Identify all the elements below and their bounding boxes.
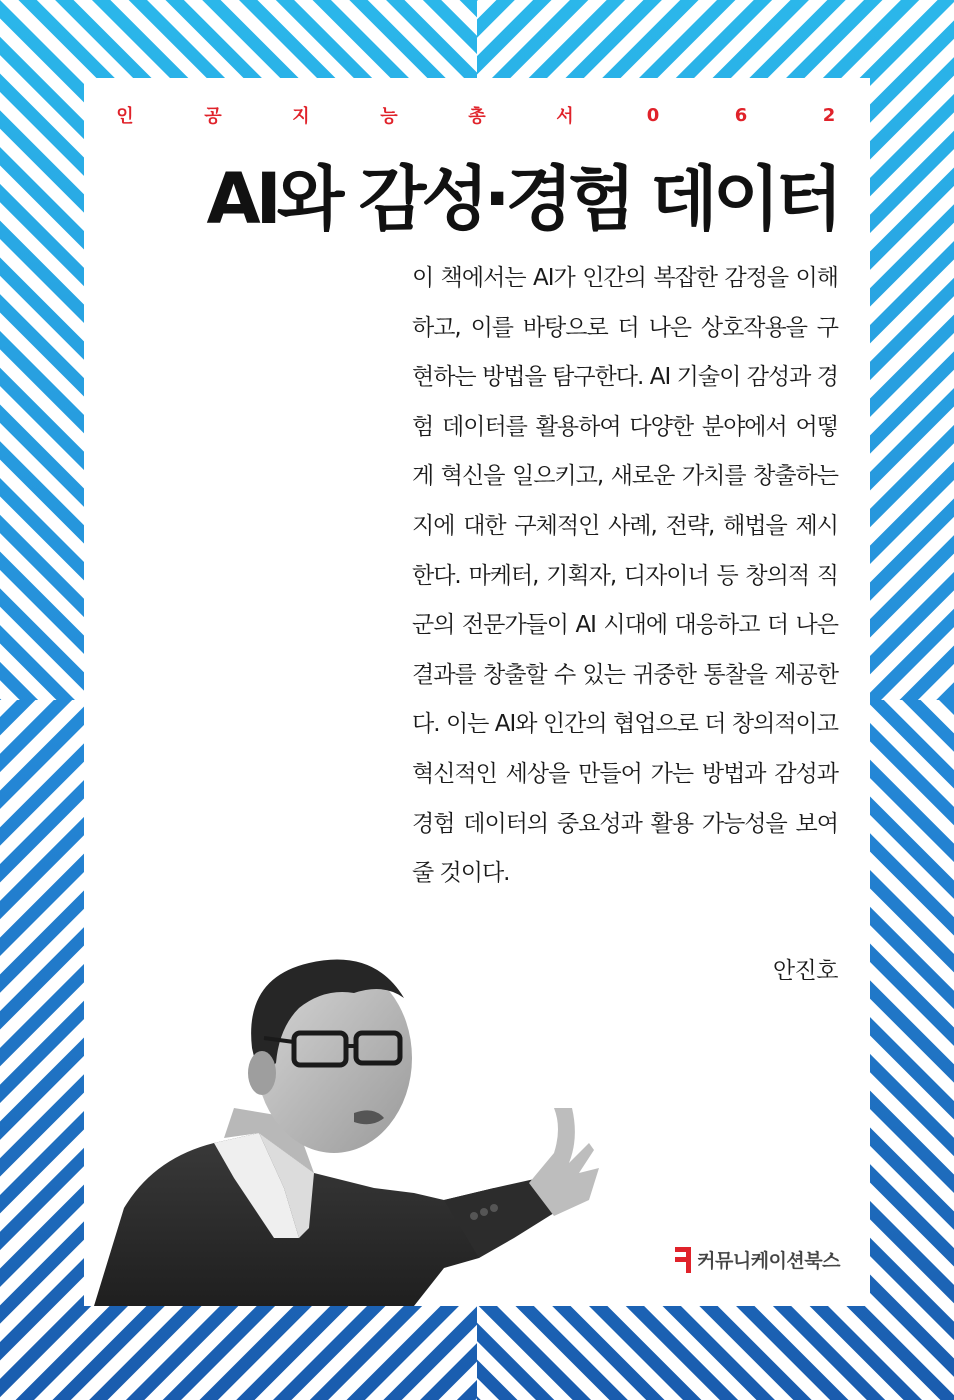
series-label — [116, 102, 838, 128]
series-char: 능 — [380, 106, 398, 127]
cover-panel — [84, 78, 870, 1306]
book-description — [412, 254, 838, 899]
publisher-name: 커뮤니케이션북스 — [697, 1250, 840, 1272]
description-line: 지에 대한 구체적인 사례, 전략, 해법을 제시 — [412, 512, 838, 539]
publisher-logo-icon — [675, 1247, 691, 1273]
publisher-brand — [675, 1246, 840, 1273]
series-char: 6 — [734, 104, 748, 126]
description-line: 게 혁신을 일으키고, 새로운 가치를 창출하는 — [412, 463, 838, 490]
description-line: 군의 전문가들이 AI 시대에 대응하고 더 나은 — [412, 612, 838, 639]
author-photo — [84, 938, 604, 1306]
description-line: 현하는 방법을 탐구한다. AI 기술이 감성과 경 — [412, 364, 838, 391]
series-char: 인 — [116, 106, 134, 127]
series-char: 총 — [468, 106, 486, 127]
series-char: 지 — [292, 106, 310, 127]
description-line: 한다. 마케터, 기획자, 디자이너 등 창의적 직 — [412, 562, 838, 589]
description-line: 하고, 이를 바탕으로 더 나은 상호작용을 구 — [412, 314, 838, 341]
series-char: 서 — [556, 106, 574, 127]
description-line: 혁신적인 세상을 만들어 가는 방법과 감성과 — [412, 760, 838, 787]
description-line: 험 데이터를 활용하여 다양한 분야에서 어떻 — [412, 413, 838, 440]
series-char: 0 — [646, 104, 660, 126]
description-line: 이 책에서는 AI가 인간의 복잡한 감정을 이해 — [412, 265, 838, 291]
author-name: 안진호 — [772, 958, 838, 984]
description-line: 다. 이는 AI와 인간의 협업으로 더 창의적이고 — [412, 711, 838, 738]
series-char: 2 — [822, 104, 836, 126]
description-line: 결과를 창출할 수 있는 귀중한 통찰을 제공한 — [412, 661, 838, 688]
description-line: 줄 것이다. — [412, 860, 510, 887]
series-char: 공 — [204, 106, 222, 127]
book-title: AI와 감성·경험 데이터 — [206, 158, 838, 240]
description-line: 경험 데이터의 중요성과 활용 가능성을 보여 — [412, 810, 838, 837]
